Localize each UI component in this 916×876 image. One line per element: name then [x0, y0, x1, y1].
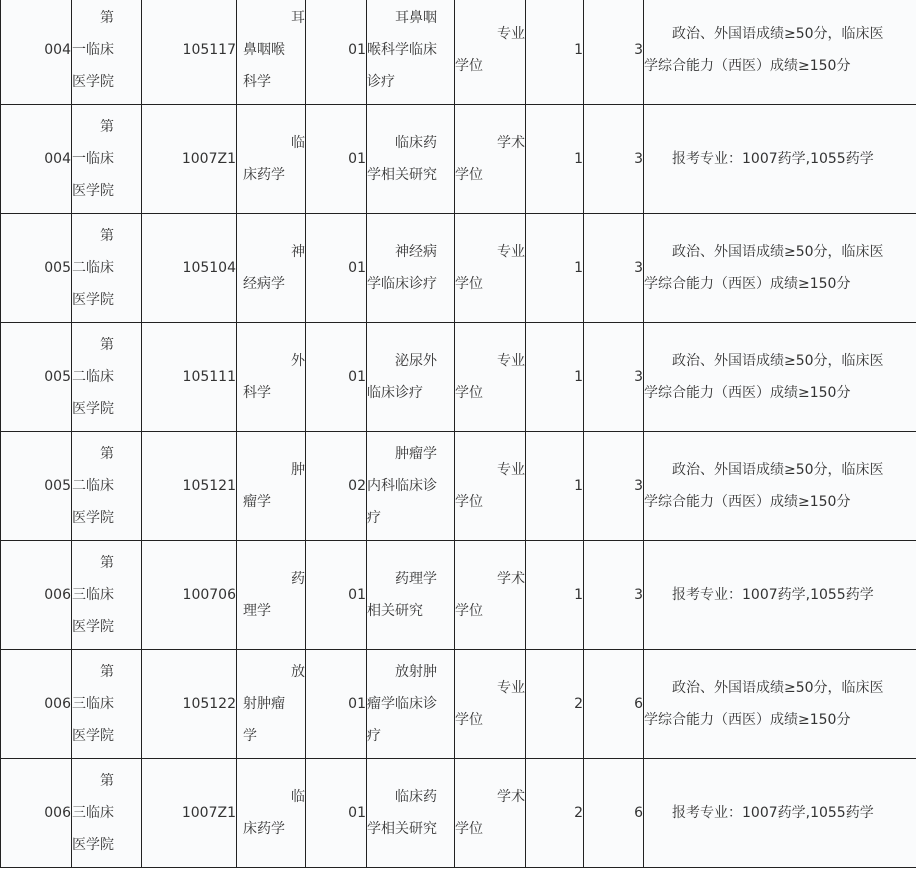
requirement-line: 政治、外国语成绩≥50分，临床医 [672, 353, 884, 369]
institution-cell [72, 323, 142, 432]
major-code: 1007Z1 [181, 151, 236, 167]
major-name-line: 放 [291, 664, 305, 680]
research-direction-cell [367, 214, 455, 323]
major-name-cell [237, 650, 306, 759]
institution-cell [72, 759, 142, 868]
institution-name-line: 第 [100, 337, 114, 353]
institution-name-line: 医学院 [72, 619, 114, 635]
table-row [1, 541, 916, 650]
dept-code-cell [1, 105, 72, 214]
direction-code: 01 [348, 151, 366, 167]
degree-type-line: 学位 [455, 385, 483, 401]
research-direction-cell [367, 0, 455, 105]
requirements-cell [644, 541, 916, 650]
requirement-line: 报考专业：1007药学,1055药学 [672, 151, 874, 167]
research-direction-line: 相关研究 [367, 603, 423, 619]
institution-cell [72, 432, 142, 541]
institution-name-line: 第 [100, 555, 114, 571]
requirement-line: 学综合能力（西医）成绩≥150分 [644, 58, 851, 74]
institution-cell [72, 105, 142, 214]
institution-name-line: 医学院 [72, 292, 114, 308]
table-row [1, 650, 916, 759]
research-direction-line: 喉科学临床 [367, 42, 437, 58]
degree-type-line: 学术 [497, 135, 525, 151]
count-cell [526, 759, 584, 868]
institution-name-line: 二临床 [72, 260, 114, 276]
count-cell [526, 0, 584, 105]
institution-name-line: 一临床 [72, 151, 114, 167]
major-name-line: 临 [291, 789, 305, 805]
direction-code: 01 [348, 42, 366, 58]
major-name-cell [237, 214, 306, 323]
major-name-line: 经病学 [243, 276, 285, 292]
degree-type-line: 专业 [497, 244, 525, 260]
major-name-line: 鼻咽喉 [243, 42, 285, 58]
major-name-cell [237, 0, 306, 105]
major-name-cell [237, 759, 306, 868]
institution-name-line: 第 [100, 446, 114, 462]
degree-type-line: 专业 [497, 462, 525, 478]
count-cell [526, 214, 584, 323]
major-code: 100706 [182, 587, 236, 603]
dept-code-cell [1, 541, 72, 650]
major-code: 105104 [182, 260, 236, 276]
degree-type-cell [455, 214, 526, 323]
major-code-cell [142, 323, 237, 432]
institution-name-line: 一临床 [72, 42, 114, 58]
major-code-cell [142, 214, 237, 323]
degree-type-line: 专业 [497, 680, 525, 696]
count-cell [584, 759, 644, 868]
research-direction-line: 耳鼻咽 [395, 10, 437, 26]
institution-name-line: 第 [100, 773, 114, 789]
dept-code: 005 [44, 369, 71, 385]
degree-type-line: 专业 [497, 353, 525, 369]
research-direction-line: 泌尿外 [395, 353, 437, 369]
requirements-cell [644, 432, 916, 541]
count-value: 3 [634, 587, 643, 603]
institution-name-line: 医学院 [72, 510, 114, 526]
requirement-line: 政治、外国语成绩≥50分，临床医 [672, 244, 884, 260]
requirements-cell [644, 759, 916, 868]
degree-type-line: 专业 [497, 26, 525, 42]
major-name-line: 射肿瘤 [243, 696, 285, 712]
direction-code: 01 [348, 587, 366, 603]
research-direction-cell [367, 323, 455, 432]
major-code-cell [142, 759, 237, 868]
degree-type-cell [455, 432, 526, 541]
table-row [1, 0, 916, 105]
major-code-cell [142, 105, 237, 214]
major-name-line: 瘤学 [243, 494, 271, 510]
major-name-line: 神 [291, 244, 305, 260]
research-direction-line: 神经病 [395, 244, 437, 260]
major-name-cell [237, 323, 306, 432]
count-cell [584, 0, 644, 105]
count-cell [584, 214, 644, 323]
research-direction-cell [367, 759, 455, 868]
major-code-cell [142, 541, 237, 650]
major-code: 105121 [182, 478, 236, 494]
count-value: 3 [634, 151, 643, 167]
institution-name-line: 三临床 [72, 587, 114, 603]
requirements-cell [644, 0, 916, 105]
major-name-line: 临 [291, 135, 305, 151]
institution-name-line: 医学院 [72, 74, 114, 90]
institution-name-line: 医学院 [72, 728, 114, 744]
major-name-line: 肿 [291, 462, 305, 478]
major-name-cell [237, 541, 306, 650]
table-body [1, 0, 916, 868]
research-direction-line: 疗 [367, 510, 381, 526]
dept-code: 006 [44, 696, 71, 712]
direction-code: 01 [348, 696, 366, 712]
major-name-line: 床药学 [243, 821, 285, 837]
dept-code-cell [1, 759, 72, 868]
institution-name-line: 第 [100, 228, 114, 244]
major-name-line: 外 [291, 353, 305, 369]
direction-code: 01 [348, 260, 366, 276]
table-row [1, 323, 916, 432]
direction-code: 01 [348, 805, 366, 821]
dept-code-cell [1, 0, 72, 105]
research-direction-line: 学相关研究 [367, 167, 437, 183]
count-cell [584, 650, 644, 759]
research-direction-line: 疗 [367, 728, 381, 744]
count-value: 2 [574, 805, 583, 821]
direction-code-cell [306, 105, 367, 214]
major-code: 105117 [182, 42, 236, 58]
dept-code: 005 [44, 478, 71, 494]
degree-type-cell [455, 650, 526, 759]
requirements-cell [644, 650, 916, 759]
dept-code: 006 [44, 805, 71, 821]
requirement-line: 报考专业：1007药学,1055药学 [672, 587, 874, 603]
degree-type-line: 学位 [455, 603, 483, 619]
institution-cell [72, 650, 142, 759]
count-value: 3 [634, 42, 643, 58]
research-direction-line: 诊疗 [367, 74, 395, 90]
direction-code: 02 [348, 478, 366, 494]
degree-type-cell [455, 323, 526, 432]
dept-code: 004 [44, 42, 71, 58]
count-cell [526, 323, 584, 432]
institution-name-line: 第 [100, 664, 114, 680]
count-value: 6 [634, 696, 643, 712]
direction-code-cell [306, 432, 367, 541]
dept-code-cell [1, 214, 72, 323]
direction-code-cell [306, 0, 367, 105]
research-direction-line: 临床药 [395, 135, 437, 151]
requirements-cell [644, 214, 916, 323]
count-value: 1 [574, 42, 583, 58]
degree-type-line: 学位 [455, 58, 483, 74]
major-name-line: 耳 [291, 10, 305, 26]
table-row [1, 105, 916, 214]
requirements-cell [644, 105, 916, 214]
institution-name-line: 医学院 [72, 837, 114, 853]
count-value: 3 [634, 260, 643, 276]
dept-code: 005 [44, 260, 71, 276]
institution-name-line: 医学院 [72, 183, 114, 199]
count-value: 1 [574, 260, 583, 276]
institution-name-line: 第 [100, 119, 114, 135]
count-value: 6 [634, 805, 643, 821]
requirement-line: 学综合能力（西医）成绩≥150分 [644, 712, 851, 728]
major-name-line: 理学 [243, 603, 271, 619]
count-cell [526, 432, 584, 541]
institution-name-line: 二临床 [72, 478, 114, 494]
institution-name-line: 第 [100, 10, 114, 26]
degree-type-cell [455, 0, 526, 105]
institution-cell [72, 541, 142, 650]
degree-type-line: 学位 [455, 821, 483, 837]
research-direction-line: 内科临床诊 [367, 478, 437, 494]
table-row [1, 432, 916, 541]
count-value: 1 [574, 369, 583, 385]
requirement-line: 学综合能力（西医）成绩≥150分 [644, 494, 851, 510]
institution-name-line: 二临床 [72, 369, 114, 385]
count-value: 1 [574, 151, 583, 167]
direction-code-cell [306, 323, 367, 432]
major-code-cell [142, 650, 237, 759]
degree-type-cell [455, 541, 526, 650]
major-code-cell [142, 0, 237, 105]
degree-type-cell [455, 105, 526, 214]
requirement-line: 学综合能力（西医）成绩≥150分 [644, 276, 851, 292]
degree-type-line: 学位 [455, 167, 483, 183]
institution-cell [72, 214, 142, 323]
major-name-line: 药 [291, 571, 305, 587]
major-code: 105111 [182, 369, 236, 385]
degree-type-line: 学术 [497, 571, 525, 587]
count-cell [526, 105, 584, 214]
direction-code-cell [306, 650, 367, 759]
institution-cell [72, 0, 142, 105]
institution-name-line: 三临床 [72, 696, 114, 712]
major-name-line: 科学 [243, 74, 271, 90]
count-value: 2 [574, 696, 583, 712]
research-direction-line: 肿瘤学 [395, 446, 437, 462]
count-value: 3 [634, 478, 643, 494]
count-value: 3 [634, 369, 643, 385]
count-cell [584, 323, 644, 432]
degree-type-line: 学位 [455, 494, 483, 510]
research-direction-cell [367, 432, 455, 541]
degree-type-line: 学位 [455, 276, 483, 292]
count-cell [584, 105, 644, 214]
research-direction-line: 临床药 [395, 789, 437, 805]
major-code: 1007Z1 [181, 805, 236, 821]
count-value: 1 [574, 478, 583, 494]
degree-type-line: 学术 [497, 789, 525, 805]
count-value: 1 [574, 587, 583, 603]
direction-code-cell [306, 541, 367, 650]
count-cell [526, 650, 584, 759]
research-direction-cell [367, 105, 455, 214]
research-direction-cell [367, 650, 455, 759]
table-row [1, 759, 916, 868]
degree-type-line: 学位 [455, 712, 483, 728]
dept-code: 004 [44, 151, 71, 167]
research-direction-cell [367, 541, 455, 650]
major-code: 105122 [182, 696, 236, 712]
research-direction-line: 瘤学临床诊 [367, 696, 437, 712]
direction-code: 01 [348, 369, 366, 385]
major-name-cell [237, 432, 306, 541]
research-direction-line: 学临床诊疗 [367, 276, 437, 292]
institution-name-line: 医学院 [72, 401, 114, 417]
count-cell [584, 541, 644, 650]
requirements-cell [644, 323, 916, 432]
count-cell [584, 432, 644, 541]
requirement-line: 报考专业：1007药学,1055药学 [672, 805, 874, 821]
requirement-line: 政治、外国语成绩≥50分，临床医 [672, 26, 884, 42]
dept-code-cell [1, 650, 72, 759]
dept-code-cell [1, 323, 72, 432]
research-direction-line: 药理学 [395, 571, 437, 587]
dept-code: 006 [44, 587, 71, 603]
direction-code-cell [306, 759, 367, 868]
dept-code-cell [1, 432, 72, 541]
count-cell [526, 541, 584, 650]
institution-name-line: 三临床 [72, 805, 114, 821]
major-name-cell [237, 105, 306, 214]
degree-type-cell [455, 759, 526, 868]
table-row [1, 214, 916, 323]
requirement-line: 政治、外国语成绩≥50分，临床医 [672, 462, 884, 478]
research-direction-line: 学相关研究 [367, 821, 437, 837]
requirement-line: 政治、外国语成绩≥50分，临床医 [672, 680, 884, 696]
direction-code-cell [306, 214, 367, 323]
major-name-line: 科学 [243, 385, 271, 401]
research-direction-line: 放射肿 [395, 664, 437, 680]
major-name-line: 床药学 [243, 167, 285, 183]
major-code-cell [142, 432, 237, 541]
major-name-line: 学 [243, 728, 257, 744]
research-direction-line: 临床诊疗 [367, 385, 423, 401]
requirement-line: 学综合能力（西医）成绩≥150分 [644, 385, 851, 401]
